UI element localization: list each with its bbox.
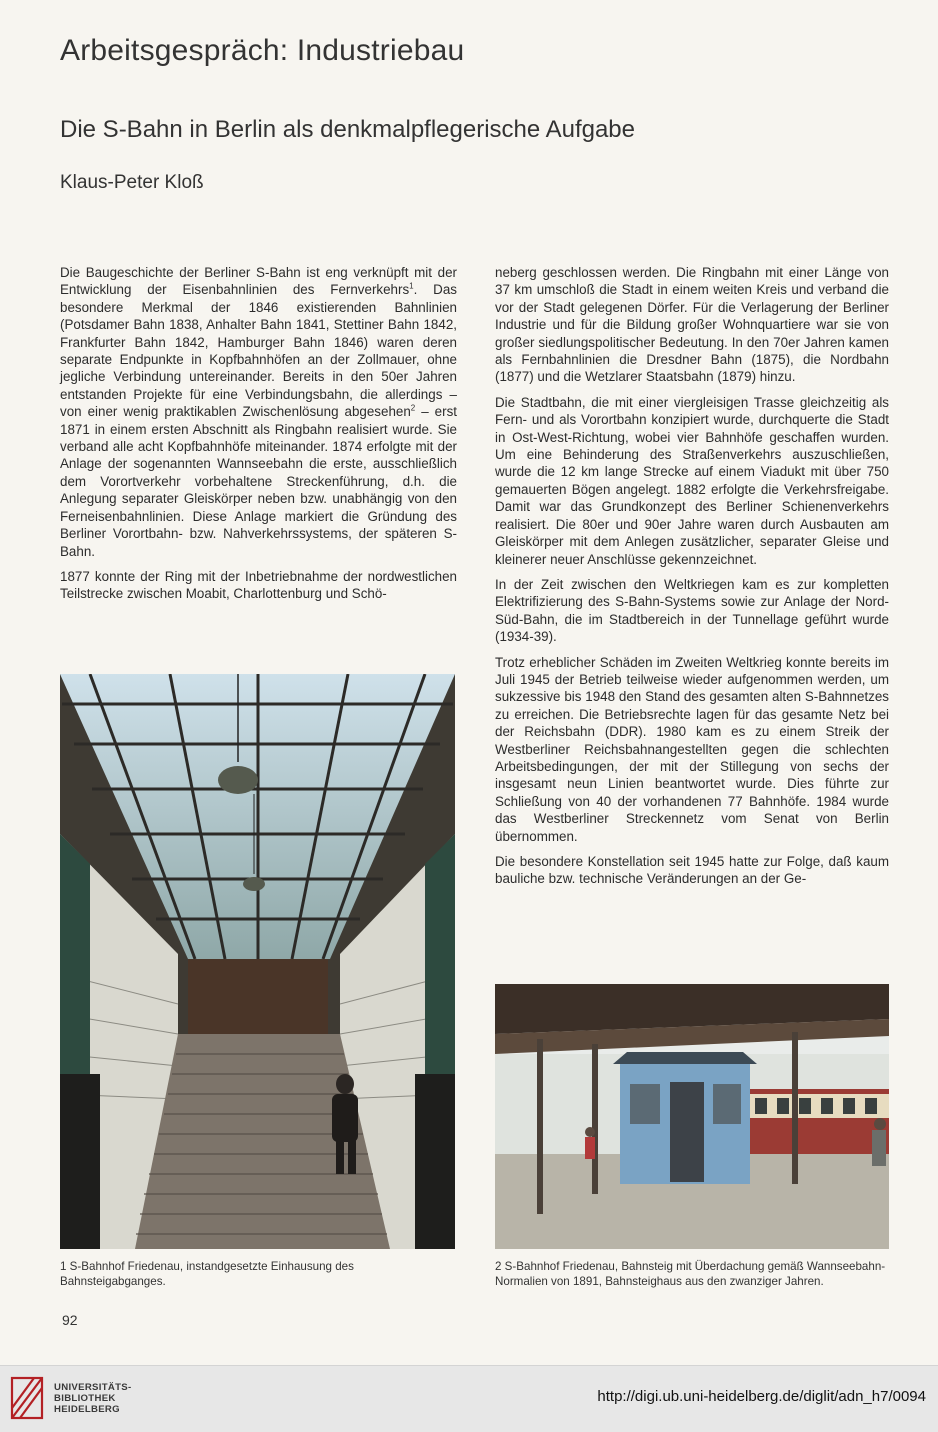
paragraph xyxy=(60,264,457,560)
paragraph-text: – erst 1871 in einem ersten Abschnitt als Ringbahn realisiert wurde. Sie verband alle acht Kopfbahnhöfe miteinander. 1874 erfolgte mit der Anlage der sogenannten Wannseebahn die erste, ausschließlich dem Vorortverkehr vorbehaltene Streckenführung, d.h. die Anlegung separater Gleiskörper neben bzw. unabhängig von den Ferneisenbahnlinien. Diese Anlage markiert die Gründung des Berliner Vorortbahn- bzw. Nahverkehrssystems, der späteren S-Bahn. xyxy=(60,404,457,559)
source-url-link[interactable]: http://digi.ub.uni-heidelberg.de/diglit/adn_h7/0094 xyxy=(597,1388,926,1405)
author: Klaus-Peter Kloß xyxy=(60,172,204,193)
library-name xyxy=(54,1382,131,1415)
section-title: Arbeitsgespräch: Industriebau xyxy=(60,34,465,67)
paragraph: Die Stadtbahn, die mit einer viergleisigen Trasse gleichzeitig als Fern- und als Vorortbahn konzipiert wurde, durchquerte die Stadt in Ost-West-Richtung, wobei vier Bahnhöfe geschaffen wurden. Um eine Behinderung des Straßenverkehrs auszuschließen, wurde die 12 km lange Strecke auf einem Viadukt mit über 750 gemauerten Bögen angelegt. 1882 erfolgte die Verkehrsfreigabe. Damit war das Grundkonzept des Berliner Schienenverkehrs realisiert. Die 80er und 90er Jahre waren durch Ausbauten am Gleiskörper mit dem Anlegen zusätzlicher, separater Gleise und kleinerer neuer Anschlüsse gekennzeichnet. xyxy=(495,394,889,567)
footnote-ref[interactable]: 1 xyxy=(409,281,414,291)
paragraph: Die besondere Konstellation seit 1945 hatte zur Folge, daß kaum bauliche bzw. technische Veränderungen an der Ge- xyxy=(495,854,889,887)
footer-bar xyxy=(0,1365,938,1432)
paragraph: In der Zeit zwischen den Weltkriegen kam es zur kompletten Elektrifizierung des S-Bahn-Systems sowie zur Anlage der Nord-Süd-Bahn, die im Stadtbereich in der Tunnellage geführt wurde (1934-39). xyxy=(495,576,889,645)
library-name-line: BIBLIOTHEK xyxy=(54,1393,116,1404)
library-name-line: HEIDELBERG xyxy=(54,1404,120,1415)
library-name-line: UNIVERSITÄTS- xyxy=(54,1382,132,1393)
article-title: Die S-Bahn in Berlin als denkmalpflegerische Aufgabe xyxy=(60,116,636,143)
text-column-left xyxy=(60,264,457,611)
paragraph: neberg geschlossen werden. Die Ringbahn mit einer Länge von 37 km umschloß die Stadt in einem weiten Kreis und verband die vor der Stadt gelegenen Dörfer. Für die Verlagerung der Berliner Industrie und für die Bildung großer Wohnquartiere war sie von großer siedlungspolitischer Bedeutung. In den 70er Jahren kamen als Fernbahnlinien die Dresdner Bahn (1875), die Nordbahn (1877) und die Wetzlarer Staatsbahn (1879) hinzu. xyxy=(495,265,889,385)
text-column-right xyxy=(495,264,889,896)
paragraph-text: . Das besondere Merkmal der 1846 existierenden Bahnlinien (Potsdamer Bahn 1838, Anhalter Bahn 1841, Stettiner Bahn 1842, Frankfurter Bahn 1842, Hamburger Bahn 1846) waren deren separate Endpunkte in Kopfbahnhöfen an der Zollmauer, ohne jegliche Verbindung untereinander. Bereits in den 50er Jahren entstanden Projekte für eine Verbindungsbahn, die allerdings – von einer wenig praktikablen Zwischenlösung abgesehen xyxy=(60,282,457,420)
caption-photo-1: 1 S-Bahnhof Friedenau, instandgesetzte Einhausung des Bahnsteigabganges. xyxy=(60,1260,354,1288)
paragraph: 1877 konnte der Ring mit der Inbetriebnahme der nordwestlichen Teilstrecke zwischen Moabit, Charlottenburg und Schö- xyxy=(60,568,457,602)
photo-platform-station-hut xyxy=(495,984,889,1249)
page-number: 92 xyxy=(62,1312,78,1328)
photo-staircase-enclosure xyxy=(60,674,455,1249)
footnote-ref[interactable]: 2 xyxy=(410,403,416,413)
paragraph-text: Die Baugeschichte der Berliner S-Bahn ist eng verknüpft mit der Entwicklung der Eisenbahnlinien des Fernverkehrs xyxy=(60,265,457,298)
caption-photo-2: 2 S-Bahnhof Friedenau, Bahnsteig mit Überdachung gemäß Wannseebahn-Normalien von 1891, Bahnsteighaus aus den zwanziger Jahren. xyxy=(495,1260,886,1288)
library-logo-icon[interactable] xyxy=(10,1374,44,1422)
paragraph: Trotz erheblicher Schäden im Zweiten Weltkrieg konnte bereits im Juli 1945 der Betrieb teilweise wieder aufgenommen werden, um sukzessive bis 1948 den Stand des gesamten alten S-Bahnnetzes zu erreichen. Die Betriebsrechte lagen für das gesamte Netz bei der Reichsbahn (DDR). 1980 kam es zu einem Streik der Westberliner Reichsbahnangestellten gegen die schlechten Arbeitsbedingungen, der mit der Stillegung von sechs der insgesamt neun Linien beantwortet wurde. Dies führte zur Schließung von 40 der vorhandenen 77 Bahnhöfe. 1984 wurde das Westberliner Streckennetz vom Senat von Berlin übernommen. xyxy=(495,654,889,844)
